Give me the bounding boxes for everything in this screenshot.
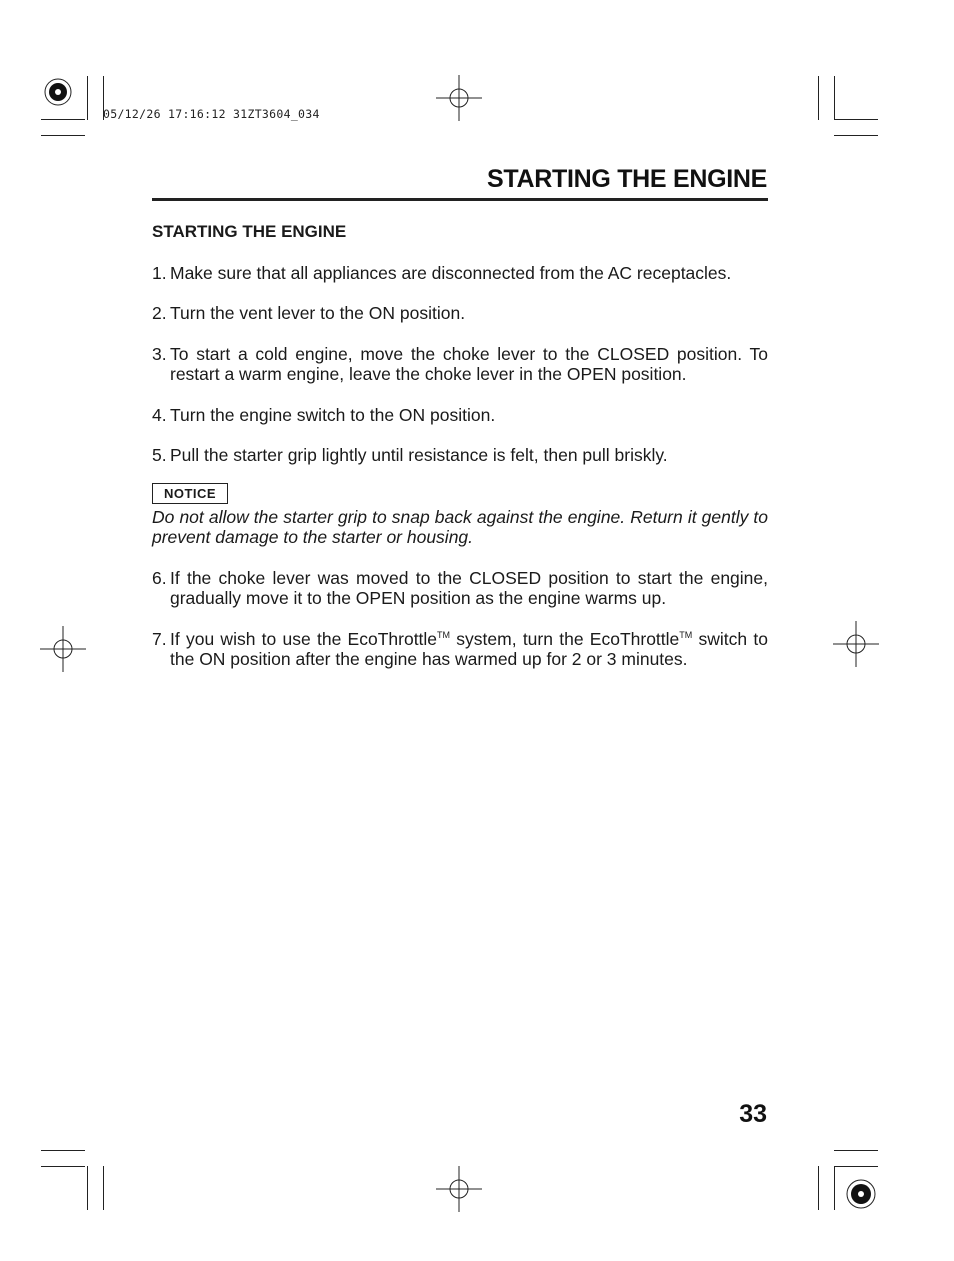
registration-mark-top-left-icon (40, 74, 90, 114)
main-content (152, 222, 768, 690)
list-item (152, 568, 768, 609)
crosshair-bottom-icon (436, 1166, 482, 1212)
print-timestamp: 05/12/26 17:16:12 31ZT3604_034 (103, 107, 320, 121)
crop-mark (41, 135, 85, 136)
crop-mark (818, 1166, 819, 1210)
trademark-symbol: TM (679, 629, 693, 640)
crop-mark (41, 1150, 85, 1151)
step-text: To start a cold engine, move the choke lever to the CLOSED position. To restart a warm engine, leave the choke lever in the OPEN position. (170, 343, 768, 384)
step-text: Turn the vent lever to the ON position. (170, 303, 466, 323)
step-text-part: switch to the ON position after the engine has warmed up for 2 or 3 minutes. (170, 628, 768, 669)
notice-label: NOTICE (152, 483, 228, 504)
step-text (170, 629, 768, 670)
crop-mark (41, 1166, 85, 1167)
crop-mark (834, 119, 878, 120)
step-text-part: system, turn the EcoThrottle (450, 628, 680, 649)
step-text-part: If you wish to use the EcoThrottle (170, 628, 438, 649)
crop-mark (818, 76, 819, 120)
page-number: 33 (739, 1100, 767, 1128)
step-text: If the choke lever was moved to the CLOSED position to start the engine, gradually move it to the OPEN position as the engine warms up. (170, 567, 768, 608)
crosshair-left-icon (40, 626, 86, 672)
crop-mark (834, 76, 835, 120)
notice-text: Do not allow the starter grip to snap back against the engine. Return it gently to prevent damage to the starter or housing. (152, 506, 768, 547)
list-item (152, 629, 768, 670)
list-item (152, 405, 768, 426)
step-text: Turn the engine switch to the ON position. (170, 404, 496, 425)
crop-mark (834, 1150, 878, 1151)
list-item (152, 263, 768, 284)
crop-mark (103, 1166, 104, 1210)
page-title: STARTING THE ENGINE (487, 165, 767, 193)
step-number: 4. (152, 404, 167, 425)
title-underline (152, 198, 768, 201)
crosshair-top-icon (436, 75, 482, 121)
crosshair-right-icon (833, 621, 879, 667)
list-item (152, 344, 768, 385)
registration-mark-bottom-right-icon (843, 1176, 879, 1212)
crop-mark (87, 1166, 88, 1210)
crop-mark (834, 1166, 835, 1210)
section-heading: STARTING THE ENGINE (152, 222, 347, 241)
step-number: 3. (152, 343, 167, 364)
step-number: 7. (152, 628, 167, 649)
step-number: 1. (152, 262, 167, 283)
crop-mark (834, 135, 878, 136)
step-text: Pull the starter grip lightly until resistance is felt, then pull briskly. (170, 445, 668, 465)
list-item (152, 303, 768, 324)
step-number: 5. (152, 445, 167, 465)
step-number: 2. (152, 303, 167, 323)
step-number: 6. (152, 567, 167, 588)
crop-mark (834, 1166, 878, 1167)
crop-mark (87, 76, 88, 120)
crop-mark (41, 119, 85, 120)
list-item (152, 445, 768, 466)
step-text: Make sure that all appliances are disconnected from the AC receptacles. (170, 262, 732, 283)
trademark-symbol: TM (437, 629, 451, 640)
